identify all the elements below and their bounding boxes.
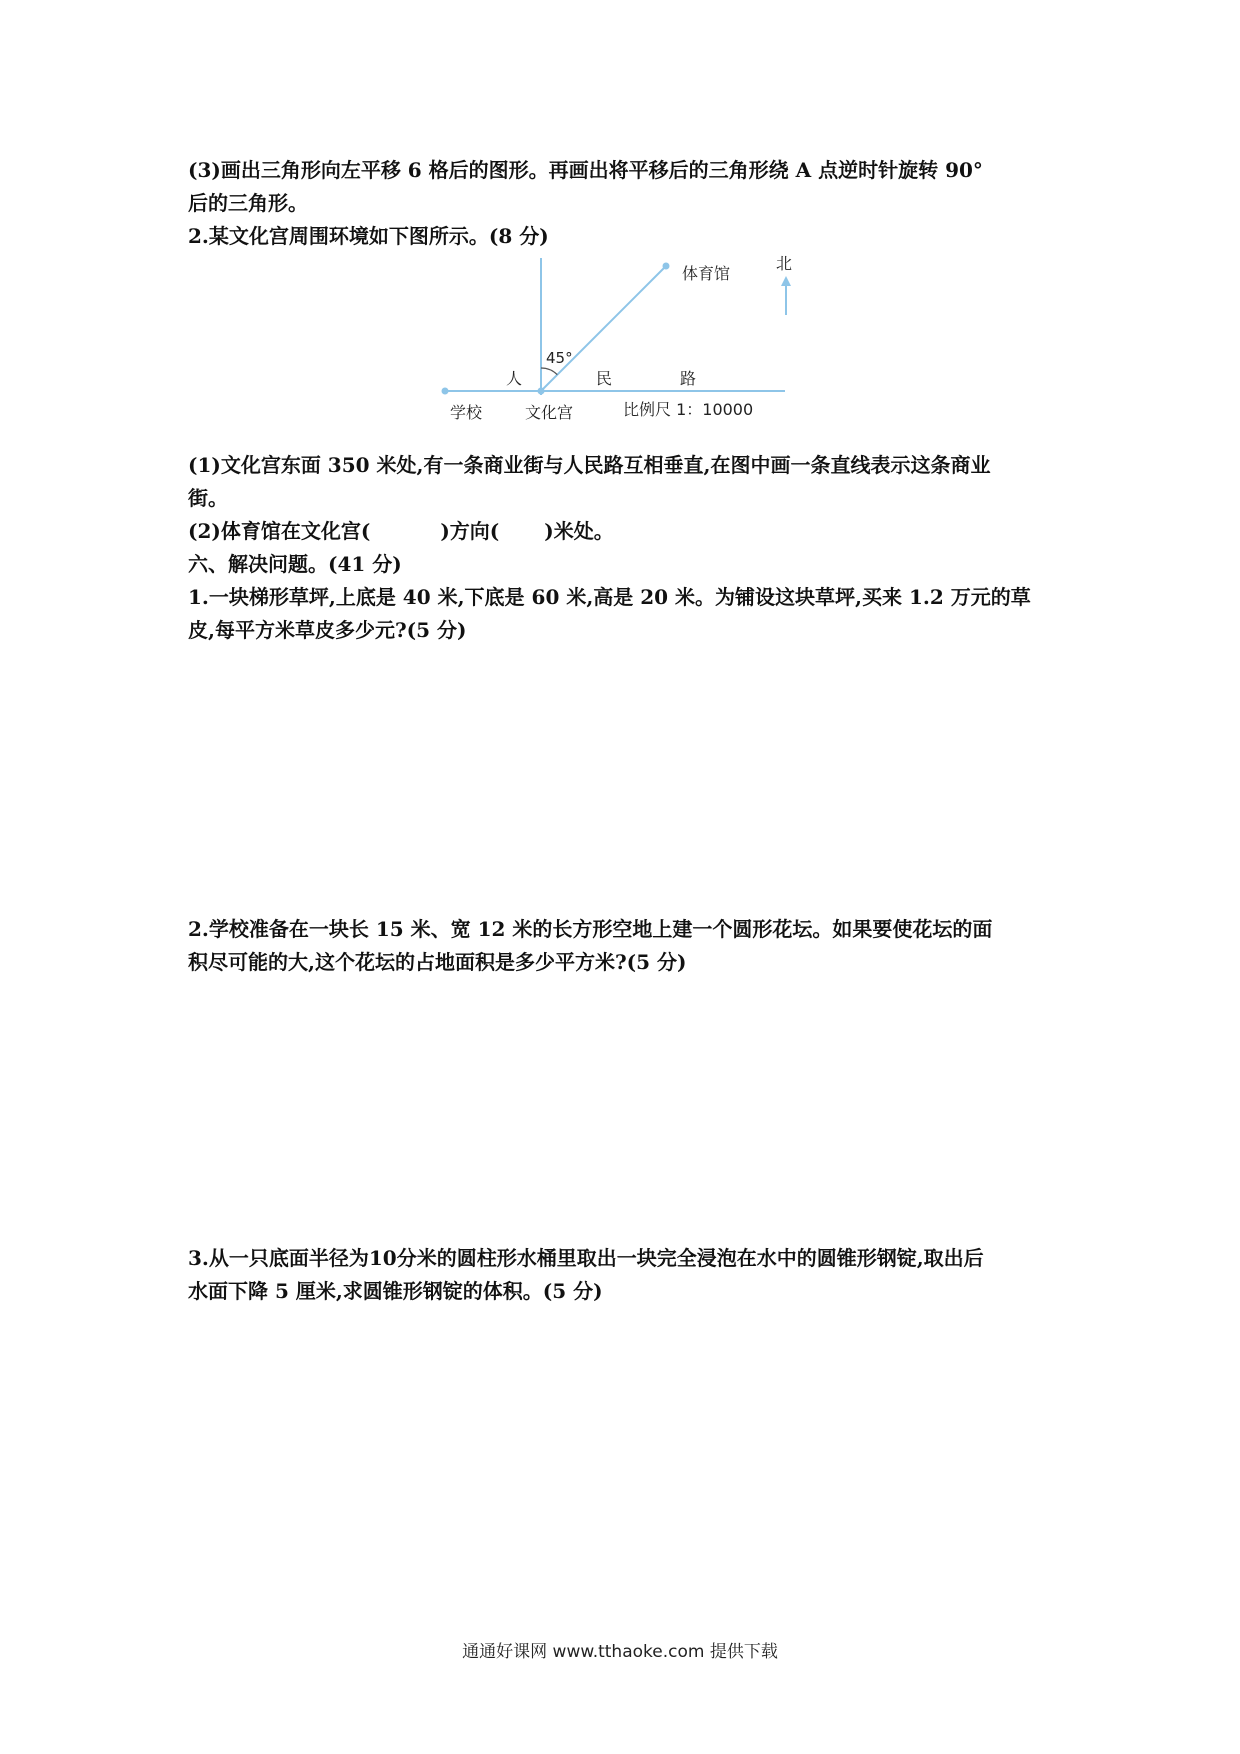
section-6-heading: 六、解决问题。(41 分) — [188, 552, 402, 576]
road-label-1: 人 — [506, 369, 523, 388]
problem-1-line2: 皮,每平方米草皮多少元?(5 分) — [188, 618, 467, 642]
question-2-part1-line1: (1)文化宫东面 350 米处,有一条商业街与人民路互相垂直,在图中画一条直线表示这条商业 — [188, 453, 991, 477]
center-point — [538, 388, 545, 395]
north-arrow-icon — [781, 276, 791, 315]
question-3-line2: 后的三角形。 — [188, 191, 308, 215]
problem-2-line1: 2.学校准备在一块长 15 米、宽 12 米的长方形空地上建一个圆形花坛。如果要使花坛的面 — [188, 917, 993, 941]
angle-arc — [541, 368, 557, 375]
scale-label: 比例尺 1：10000 — [623, 400, 754, 419]
location-diagram — [430, 250, 810, 425]
stadium-point — [663, 263, 670, 270]
road-label-2: 民 — [596, 369, 613, 388]
north-label: 北 — [776, 254, 793, 273]
problem-3-line2: 水面下降 5 厘米,求圆锥形钢锭的体积。(5 分) — [188, 1279, 603, 1303]
problem-3-line1: 3.从一只底面半径为10分米的圆柱形水桶里取出一块完全浸泡在水中的圆锥形钢锭,取出后 — [188, 1246, 984, 1270]
part2-text-b: )方向( — [440, 519, 500, 543]
question-2-part1-line2: 街。 — [188, 486, 228, 510]
question-2-title: 2.某文化宫周围环境如下图所示。(8 分) — [188, 224, 549, 248]
angle-label: 45° — [546, 349, 573, 367]
school-point — [442, 388, 449, 395]
problem-2-line2: 积尽可能的大,这个花坛的占地面积是多少平方米?(5 分) — [188, 950, 687, 974]
question-2-part2 — [188, 518, 614, 544]
part2-text-c: )米处。 — [544, 519, 614, 543]
problem-1-line1: 1.一块梯形草坪,上底是 40 米,下底是 60 米,高是 20 米。为铺设这块草坪,买来 1.2 万元的草 — [188, 585, 1031, 609]
part2-text-a: (2)体育馆在文化宫( — [188, 519, 371, 543]
footer-credit: 通通好课网 www.tthaoke.com 提供下载 — [462, 1642, 778, 1662]
stadium-label: 体育馆 — [682, 264, 731, 283]
road-label-3: 路 — [680, 369, 697, 388]
school-label: 学校 — [450, 403, 483, 422]
question-3-line1: (3)画出三角形向左平移 6 格后的图形。再画出将平移后的三角形绕 A 点逆时针旋转 90° — [188, 158, 983, 182]
center-label: 文化宫 — [525, 403, 574, 422]
